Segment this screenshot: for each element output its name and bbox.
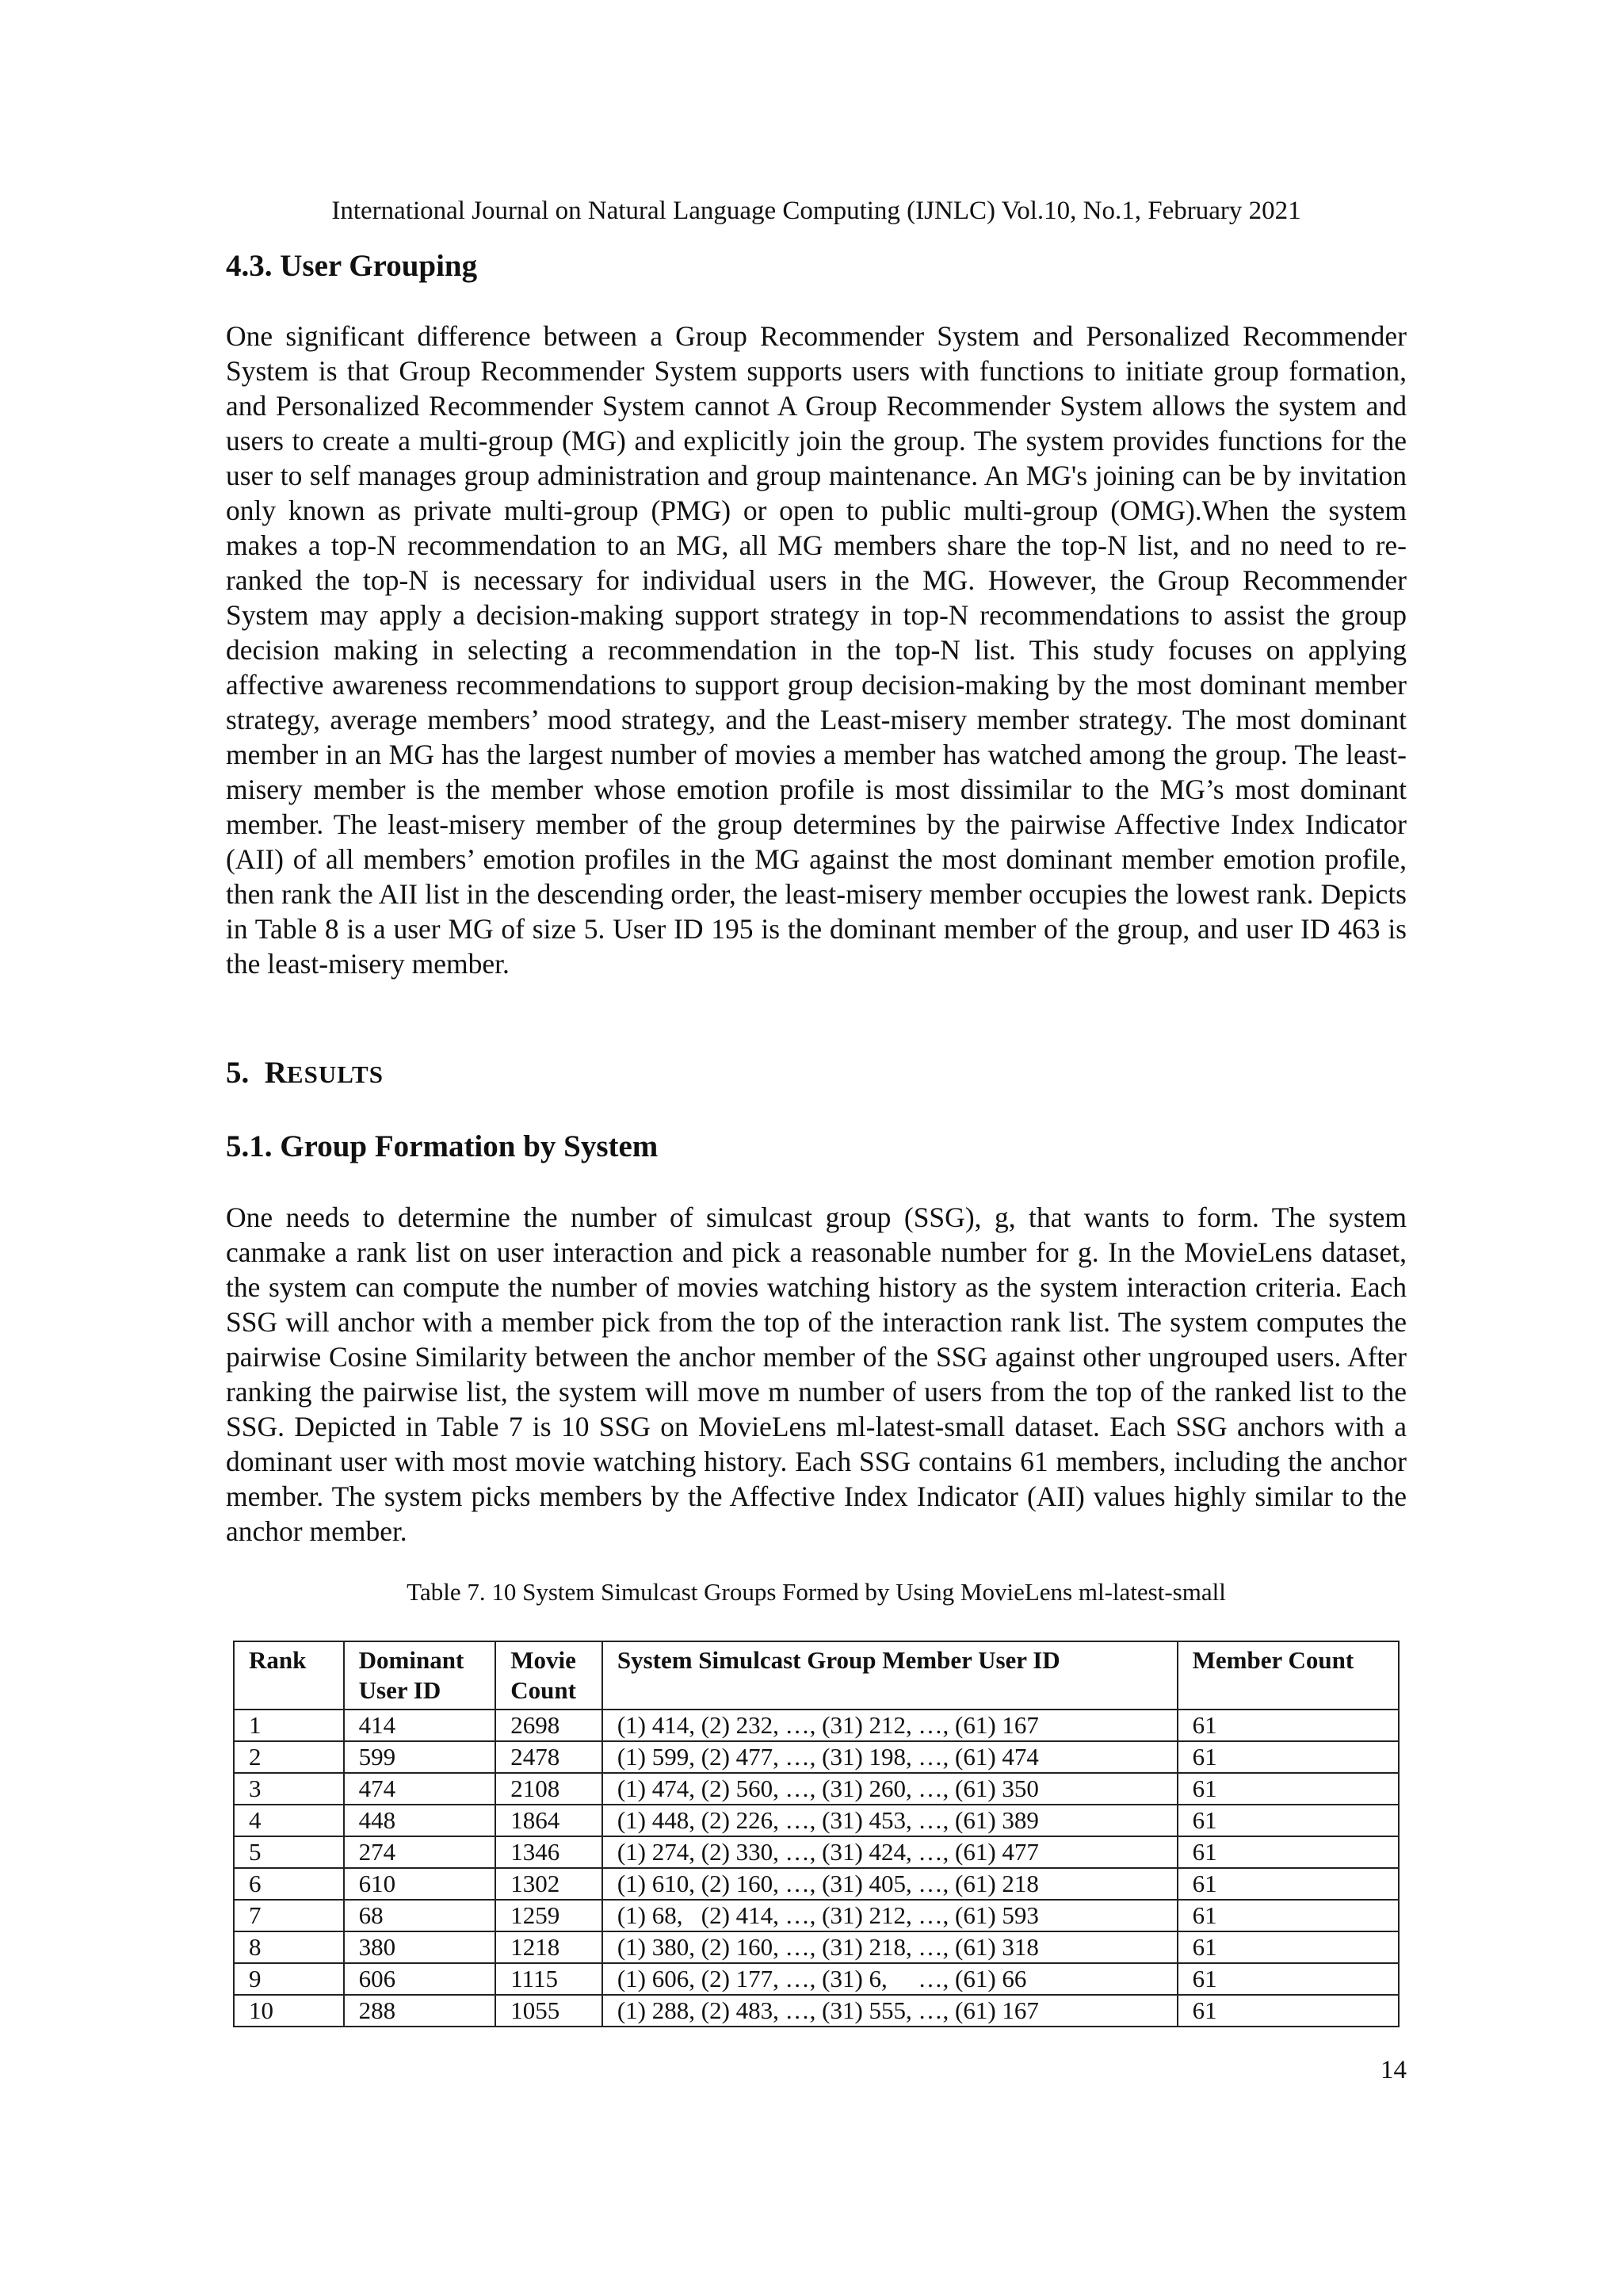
cell-member-count: 61 (1178, 1741, 1399, 1773)
cell-dominant-user-id: 474 (344, 1773, 496, 1805)
cell-movie-count: 1218 (495, 1931, 602, 1963)
cell-movie-count: 1055 (495, 1995, 602, 2027)
table-row (234, 1900, 1399, 1931)
cell-group-members: (1) 68, (2) 414, …, (31) 212, …, (61) 593 (602, 1900, 1178, 1931)
cell-member-count: 61 (1178, 1805, 1399, 1836)
table-row (234, 1741, 1399, 1773)
cell-dominant-user-id: 274 (344, 1836, 496, 1868)
cell-member-count: 61 (1178, 1900, 1399, 1931)
cell-rank: 10 (234, 1995, 344, 2027)
cell-dominant-user-id: 380 (344, 1931, 496, 1963)
cell-rank: 1 (234, 1710, 344, 1741)
cell-movie-count: 1346 (495, 1836, 602, 1868)
header-movie-line2: Count (510, 1676, 576, 1704)
table-row (234, 1868, 1399, 1900)
cell-group-members: (1) 414, (2) 232, …, (31) 212, …, (61) 167 (602, 1710, 1178, 1741)
cell-dominant-user-id: 68 (344, 1900, 496, 1931)
table-row (234, 1710, 1399, 1741)
cell-dominant-user-id: 606 (344, 1963, 496, 1995)
cell-rank: 6 (234, 1868, 344, 1900)
header-dominant-user-id (344, 1641, 496, 1710)
cell-rank: 4 (234, 1805, 344, 1836)
cell-rank: 9 (234, 1963, 344, 1995)
section-5-number: 5. (226, 1056, 250, 1090)
section-5-1-paragraph: One needs to determine the number of simulcast group (SSG), g, that wants to form. The system canmake a rank list on user interaction and pick a reasonable number for g. In the MovieLens dataset, the system can compute the number of movies watching history as the system interaction criteria. Each SSG will anchor with a member pick from the top of the interaction rank list. The system computes the pairwise Cosine Similarity between the anchor member of the SSG against other ungrouped users. After ranking the pairwise list, the system will move m number of users from the top of the ranked list to the SSG. Depicted in Table 7 is 10 SSG on MovieLens ml-latest-small dataset. Each SSG anchors with a dominant user with most movie watching history. Each SSG contains 61 members, including the anchor member. The system picks members by the Affective Index Indicator (AII) values highly similar to the anchor member. (226, 1201, 1407, 1547)
cell-movie-count: 1864 (495, 1805, 602, 1836)
cell-rank: 7 (234, 1900, 344, 1931)
header-member-count: Member Count (1178, 1641, 1399, 1710)
section-heading-5 (226, 1055, 384, 1093)
cell-dominant-user-id: 288 (344, 1995, 496, 2027)
table-7 (233, 1641, 1400, 2027)
cell-member-count: 61 (1178, 1836, 1399, 1868)
cell-rank: 8 (234, 1931, 344, 1963)
header-movie-count (495, 1641, 602, 1710)
table-row (234, 1931, 1399, 1963)
cell-group-members: (1) 606, (2) 177, …, (31) 6, …, (61) 66 (602, 1963, 1178, 1995)
cell-member-count: 61 (1178, 1710, 1399, 1741)
table-row (234, 1773, 1399, 1805)
table-7-caption: Table 7. 10 System Simulcast Groups Formed by Using MovieLens ml-latest-small (407, 1578, 1226, 1606)
cell-rank: 3 (234, 1773, 344, 1805)
table-row (234, 1963, 1399, 1995)
cell-movie-count: 2698 (495, 1710, 602, 1741)
section-5-title-initial: R (264, 1056, 287, 1090)
table-row (234, 1995, 1399, 2027)
table-row (234, 1805, 1399, 1836)
cell-movie-count: 1302 (495, 1868, 602, 1900)
header-rank: Rank (234, 1641, 344, 1710)
header-group-members: System Simulcast Group Member User ID (602, 1641, 1178, 1710)
cell-member-count: 61 (1178, 1995, 1399, 2027)
cell-group-members: (1) 448, (2) 226, …, (31) 453, …, (61) 389 (602, 1805, 1178, 1836)
cell-group-members: (1) 288, (2) 483, …, (31) 555, …, (61) 167 (602, 1995, 1178, 2027)
cell-group-members: (1) 599, (2) 477, …, (31) 198, …, (61) 474 (602, 1741, 1178, 1773)
header-dominant-line2: User ID (358, 1676, 441, 1704)
running-header: International Journal on Natural Language Computing (IJNLC) Vol.10, No.1, February 2021 (331, 197, 1301, 225)
cell-movie-count: 2478 (495, 1741, 602, 1773)
cell-movie-count: 2108 (495, 1773, 602, 1805)
section-5-title-rest: ESULTS (286, 1060, 384, 1088)
cell-rank: 2 (234, 1741, 344, 1773)
cell-group-members: (1) 474, (2) 560, …, (31) 260, …, (61) 350 (602, 1773, 1178, 1805)
header-dominant-line1: Dominant (358, 1646, 464, 1674)
cell-dominant-user-id: 448 (344, 1805, 496, 1836)
section-4-3-paragraph: One significant difference between a Group Recommender System and Personalized Recommender System is that Group Recommender System supports users with functions to initiate group formation, and Personalized Recommender System cannot A Group Recommender System allows the system and users to create a multi-group (MG) and explicitly join the group. The system provides functions for the user to self manages group administration and group maintenance. An MG's joining can be by invitation only known as private multi-group (PMG) or open to public multi-group (OMG).When the system makes a top-N recommendation to an MG, all MG members share the top-N list, and no need to re-ranked the top-N is necessary for individual users in the MG. However, the Group Recommender System may apply a decision-making support strategy in top-N recommendations to assist the group decision making in selecting a recommendation in the top-N list. This study focuses on applying affective awareness recommendations to support group decision-making by the most dominant member strategy, average members’ mood strategy, and the Least-misery member strategy. The most dominant member in an MG has the largest number of movies a member has watched among the group. The least-misery member is the member whose emotion profile is most dissimilar to the MG’s most dominant member. The least-misery member of the group determines by the pairwise Affective Index Indicator (AII) of all members’ emotion profiles in the MG against the most dominant member emotion profile, then rank the AII list in the descending order, the least-misery member occupies the lowest rank. Depicts in Table 8 is a user MG of size 5. User ID 195 is the dominant member of the group, and user ID 463 is the least-misery member. (226, 320, 1407, 980)
cell-member-count: 61 (1178, 1773, 1399, 1805)
section-heading-4-3: 4.3. User Grouping (226, 249, 478, 283)
table-row (234, 1836, 1399, 1868)
cell-rank: 5 (234, 1836, 344, 1868)
section-heading-5-1: 5.1. Group Formation by System (226, 1129, 659, 1163)
cell-dominant-user-id: 610 (344, 1868, 496, 1900)
cell-dominant-user-id: 414 (344, 1710, 496, 1741)
page-number: 14 (1381, 2056, 1407, 2084)
cell-member-count: 61 (1178, 1868, 1399, 1900)
cell-movie-count: 1259 (495, 1900, 602, 1931)
cell-dominant-user-id: 599 (344, 1741, 496, 1773)
table-header-row (234, 1641, 1399, 1710)
cell-group-members: (1) 274, (2) 330, …, (31) 424, …, (61) 477 (602, 1836, 1178, 1868)
cell-movie-count: 1115 (495, 1963, 602, 1995)
header-movie-line1: Movie (510, 1646, 576, 1674)
cell-member-count: 61 (1178, 1931, 1399, 1963)
cell-group-members: (1) 610, (2) 160, …, (31) 405, …, (61) 218 (602, 1868, 1178, 1900)
cell-group-members: (1) 380, (2) 160, …, (31) 218, …, (61) 318 (602, 1931, 1178, 1963)
cell-member-count: 61 (1178, 1963, 1399, 1995)
